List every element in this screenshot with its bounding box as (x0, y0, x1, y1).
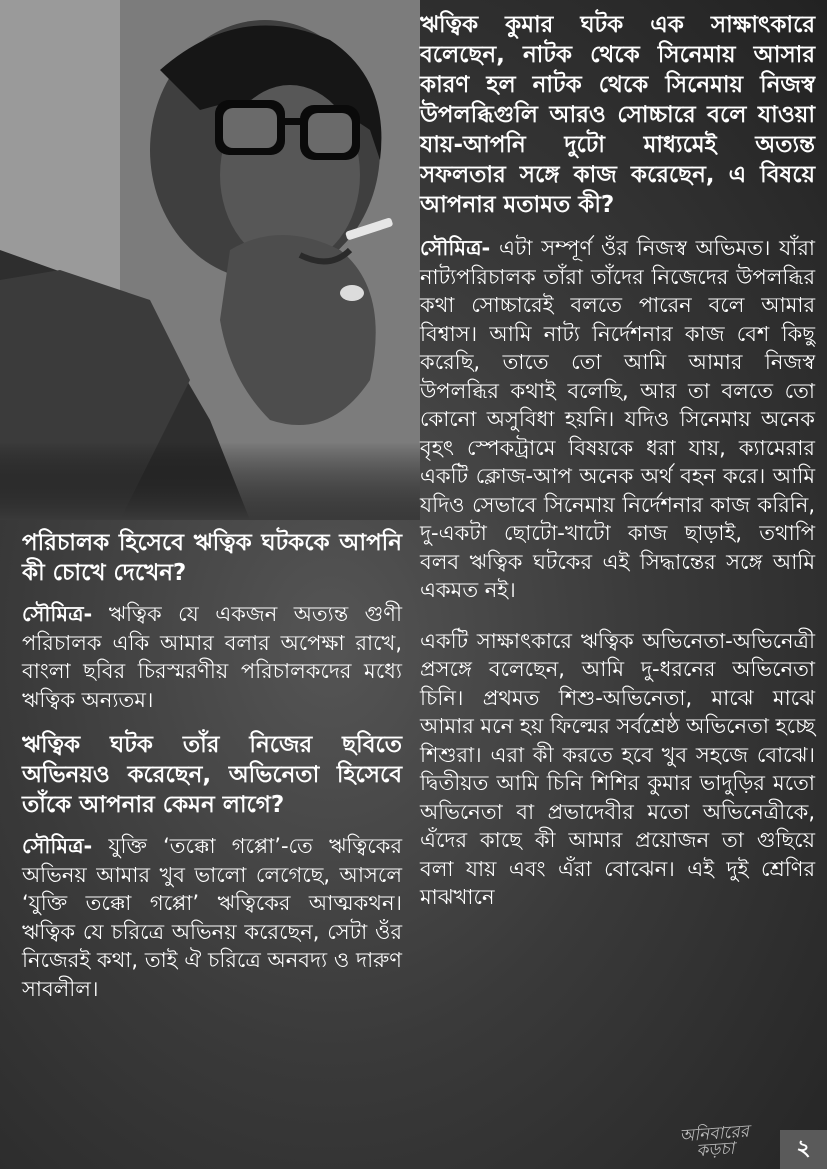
magazine-logo: অনিবারের কড়চা (678, 1121, 750, 1162)
speaker-label: সৌমিত্র- (22, 602, 93, 626)
answer-left-1 (22, 600, 402, 714)
portrait-photo (0, 0, 420, 520)
answer-1 (420, 234, 815, 605)
right-column (420, 10, 815, 928)
portrait-illustration (0, 0, 420, 520)
answer-left-2 (22, 832, 402, 1003)
answer-text: ঋত্বিক যে একজন অত্যন্ত গুণী পরিচালক একি আমার বলার অপেক্ষা রাখে, বাংলা ছবির চিরস্মরণীয় পরিচালকদের মধ্যে ঋত্বিক অন্যতম। (22, 602, 402, 712)
question-1: ঋত্বিক কুমার ঘটক এক সাক্ষাৎকারে বলেছেন, নাটক থেকে সিনেমায় আসার কারণ হল নাটক থেকে সিনেমায় নিজস্ব উপলব্ধিগুলি আরও সোচ্চারে বলে যাওয়া যায়-আপনি দুটো মাধ্যমেই অত্যন্ত সফলতার সঙ্গে কাজ করেছেন, এ বিষয়ে আপনার মতামত কী? (420, 12, 815, 218)
page-number: ২ (780, 1130, 827, 1169)
left-column (22, 528, 402, 1019)
speaker-label: সৌমিত্র- (420, 236, 491, 260)
speaker-label: সৌমিত্র- (22, 834, 93, 858)
answer-text: যুক্তি ‘তক্কো গপ্পো’-তে ঋত্বিকের অভিনয় আমার খুব ভালো লেগেছে, আসলে ‘যুক্তি তক্কো গপ্পো’ ঋত্বিকের আত্মকথন। ঋত্বিক যে চরিত্রে অভিনয় করেছেন, সেটা ওঁর নিজেরই কথা, তাই ঐ চরিত্রে অনবদ্য ও দারুণ সাবলীল। (22, 834, 402, 1001)
question-2: একটি সাক্ষাৎকারে ঋত্বিক অভিনেতা-অভিনেত্রী প্রসঙ্গে বলেছেন, আমি দু-ধরনের অভিনেতা চিনি। প্রথমত শিশু-অভিনেতা, মাঝে মাঝে আমার মনে হয় ফিল্মের সর্বশ্রেষ্ঠ অভিনেতা হচ্ছে শিশুরা। এরা কী করতে হবে খুব সহজে বোঝে। দ্বিতীয়ত আমি চিনি শিশির কুমার ভাদুড়ির মতো অভিনেতা বা প্রভাদেবীর মতো অভিনেত্রীকে, এঁদের কাছে কী আমার প্রয়োজন তা গুছিয়ে বলা যায় এবং এঁরা বোঝেন। এই দুই শ্রেণির মাঝখানে (420, 628, 815, 909)
question-left-2: ঋত্বিক ঘটক তাঁর নিজের ছবিতে অভিনয়ও করেছেন, অভিনেতা হিসেবে তাঁকে আপনার কেমন লাগে? (22, 732, 402, 818)
answer-text: এটা সম্পূর্ণ ওঁর নিজস্ব অভিমত। যাঁরা নাট্যপরিচালক তাঁরা তাঁদের নিজেদের উপলব্ধির কথা সোচ্চারেই বলতে পারেন বলে আমার বিশ্বাস। আমি নাট্য নির্দেশনার কাজ বেশ কিছু করেছি, তাতে তো আমি আমার নিজস্ব উপলব্ধির কথাই বলেছি, আর তা বলতে তো কোনো অসুবিধা হয়নি। যদিও সিনেমায় অনেক বৃহৎ স্পেকট্রামে বিষয়কে ধরা যায়, ক্যামেরার একটি ক্লোজ-আপ অনেক অর্থ বহন করে। আমি যদিও সেভাবে সিনেমায় নির্দেশনার কাজ করিনি, দু-একটা ছোটো-খাটো কাজ ছাড়াই, তথাপি বলব ঋত্বিক ঘটকের এই সিদ্ধান্তের সঙ্গে আমি একমত নই। (420, 236, 815, 602)
question-left-1: পরিচালক হিসেবে ঋত্বিক ঘটককে আপনি কী চোখে দেখেন? (22, 530, 402, 586)
